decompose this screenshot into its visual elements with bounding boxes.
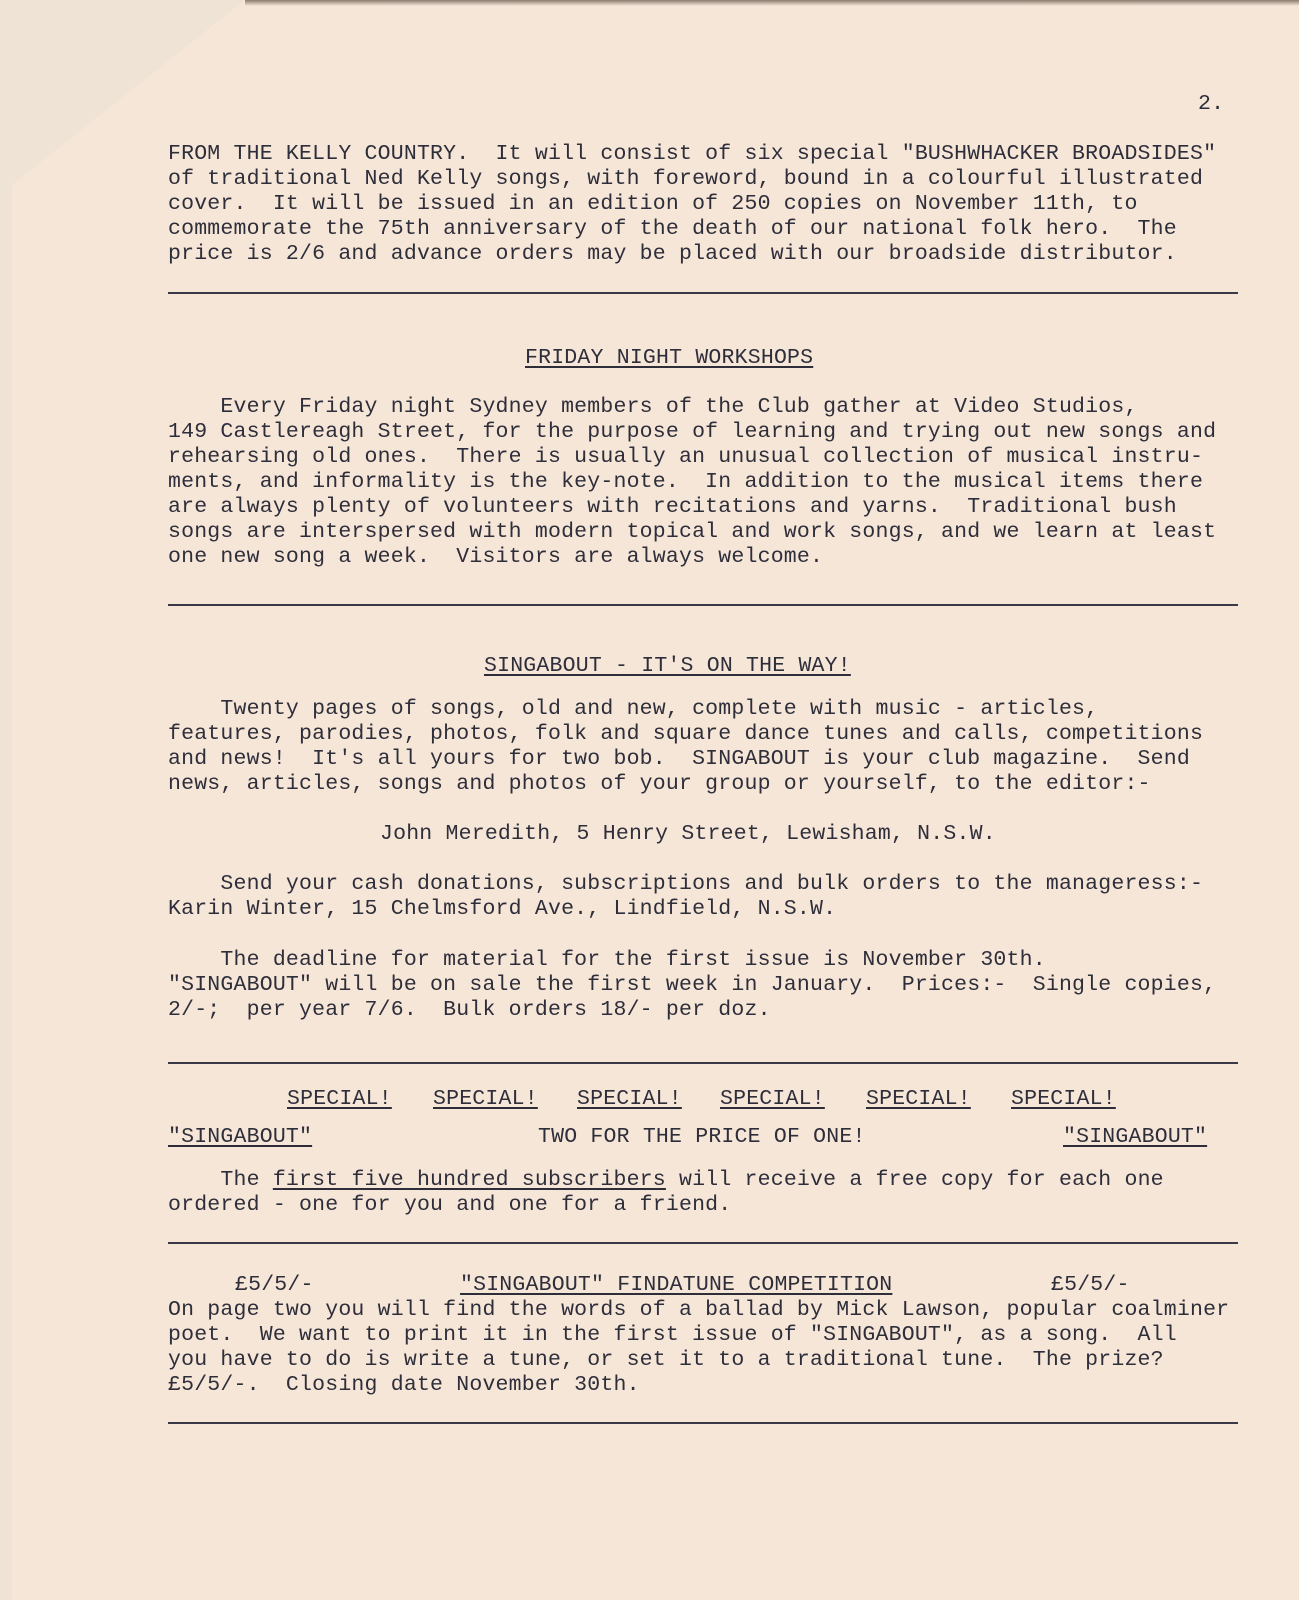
text-line: poet. We want to print it in the first issue of "SINGABOUT", as a song. All xyxy=(168,1323,1177,1347)
special-word: SPECIAL! xyxy=(287,1087,392,1111)
divider xyxy=(168,604,1238,606)
divider xyxy=(168,1242,1238,1244)
divider xyxy=(168,1062,1238,1064)
text-line: £5/5/-. Closing date November 30th. xyxy=(168,1373,640,1397)
text-line: Send your cash donations, subscriptions and bulk orders to the manageress:- xyxy=(168,872,1204,896)
competition-heading: "SINGABOUT" FINDATUNE COMPETITION xyxy=(460,1273,893,1297)
text-line: news, articles, songs and photos of your group or yourself, to the editor:- xyxy=(168,772,1151,796)
text-line: songs are interspersed with modern topical and work songs, and we learn at least xyxy=(168,520,1217,544)
singabout-heading: SINGABOUT - IT'S ON THE WAY! xyxy=(484,654,851,678)
text-line: ments, and informality is the key-note. In addition to the musical items there xyxy=(168,470,1204,494)
text-line: Karin Winter, 15 Chelmsford Ave., Lindfield, N.S.W. xyxy=(168,897,837,921)
text-line: The deadline for material for the first issue is November 30th. xyxy=(168,948,1046,972)
special-word: SPECIAL! xyxy=(433,1087,538,1111)
text-line: features, parodies, photos, folk and square dance tunes and calls, competitions xyxy=(168,722,1204,746)
text-line: FROM THE KELLY COUNTRY. It will consist of six special "BUSHWHACKER BROADSIDES" xyxy=(168,142,1217,166)
text-line: Twenty pages of songs, old and new, complete with music - articles, xyxy=(168,697,1099,721)
special-word: SPECIAL! xyxy=(720,1087,825,1111)
text-line: price is 2/6 and advance orders may be placed with our broadside distributor. xyxy=(168,242,1177,266)
two-for-one-tag: TWO FOR THE PRICE OF ONE! xyxy=(538,1125,866,1149)
divider xyxy=(168,1422,1238,1424)
text-line: 2/-; per year 7/6. Bulk orders 18/- per doz. xyxy=(168,998,771,1022)
top-edge-shadow xyxy=(245,0,1299,6)
editor-address: John Meredith, 5 Henry Street, Lewisham, N.S.W. xyxy=(380,822,996,846)
workshops-heading: FRIDAY NIGHT WORKSHOPS xyxy=(525,346,814,370)
text-line: of traditional Ned Kelly songs, with foreword, bound in a colourful illustrated xyxy=(168,167,1204,191)
text-line: you have to do is write a tune, or set it to a traditional tune. The prize? xyxy=(168,1348,1164,1372)
page-number: 2. xyxy=(1198,92,1225,116)
special-word: SPECIAL! xyxy=(577,1087,682,1111)
text-line: 149 Castlereagh Street, for the purpose of learning and trying out new songs and xyxy=(168,420,1217,444)
text-line: "SINGABOUT" will be on sale the first week in January. Prices:- Single copies, xyxy=(168,973,1217,997)
special-word: SPECIAL! xyxy=(1011,1087,1116,1111)
text-line: ordered - one for you and one for a friend. xyxy=(168,1193,732,1217)
text-line: On page two you will find the words of a ballad by Mick Lawson, popular coalminer xyxy=(168,1298,1230,1322)
text-line: and news! It's all yours for two bob. SINGABOUT is your club magazine. Send xyxy=(168,747,1190,771)
text-line: Every Friday night Sydney members of the Club gather at Video Studios, xyxy=(168,395,1138,419)
text-line: The first five hundred subscribers will receive a free copy for each one xyxy=(168,1168,1164,1192)
divider xyxy=(168,292,1238,294)
text-line: are always plenty of volunteers with recitations and yarns. Traditional bush xyxy=(168,495,1177,519)
text-line: commemorate the 75th anniversary of the death of our national folk hero. The xyxy=(168,217,1177,241)
prize-right: £5/5/- xyxy=(1051,1273,1130,1297)
prize-left: £5/5/- xyxy=(235,1273,314,1297)
text-line: one new song a week. Visitors are always welcome. xyxy=(168,545,824,569)
singabout-tag-right: "SINGABOUT" xyxy=(1063,1125,1208,1149)
text-line: rehearsing old ones. There is usually an unusual collection of musical instru- xyxy=(168,445,1204,469)
singabout-tag-left: "SINGABOUT" xyxy=(168,1125,313,1149)
special-word: SPECIAL! xyxy=(866,1087,971,1111)
text-line: cover. It will be issued in an edition of 250 copies on November 11th, to xyxy=(168,192,1138,216)
